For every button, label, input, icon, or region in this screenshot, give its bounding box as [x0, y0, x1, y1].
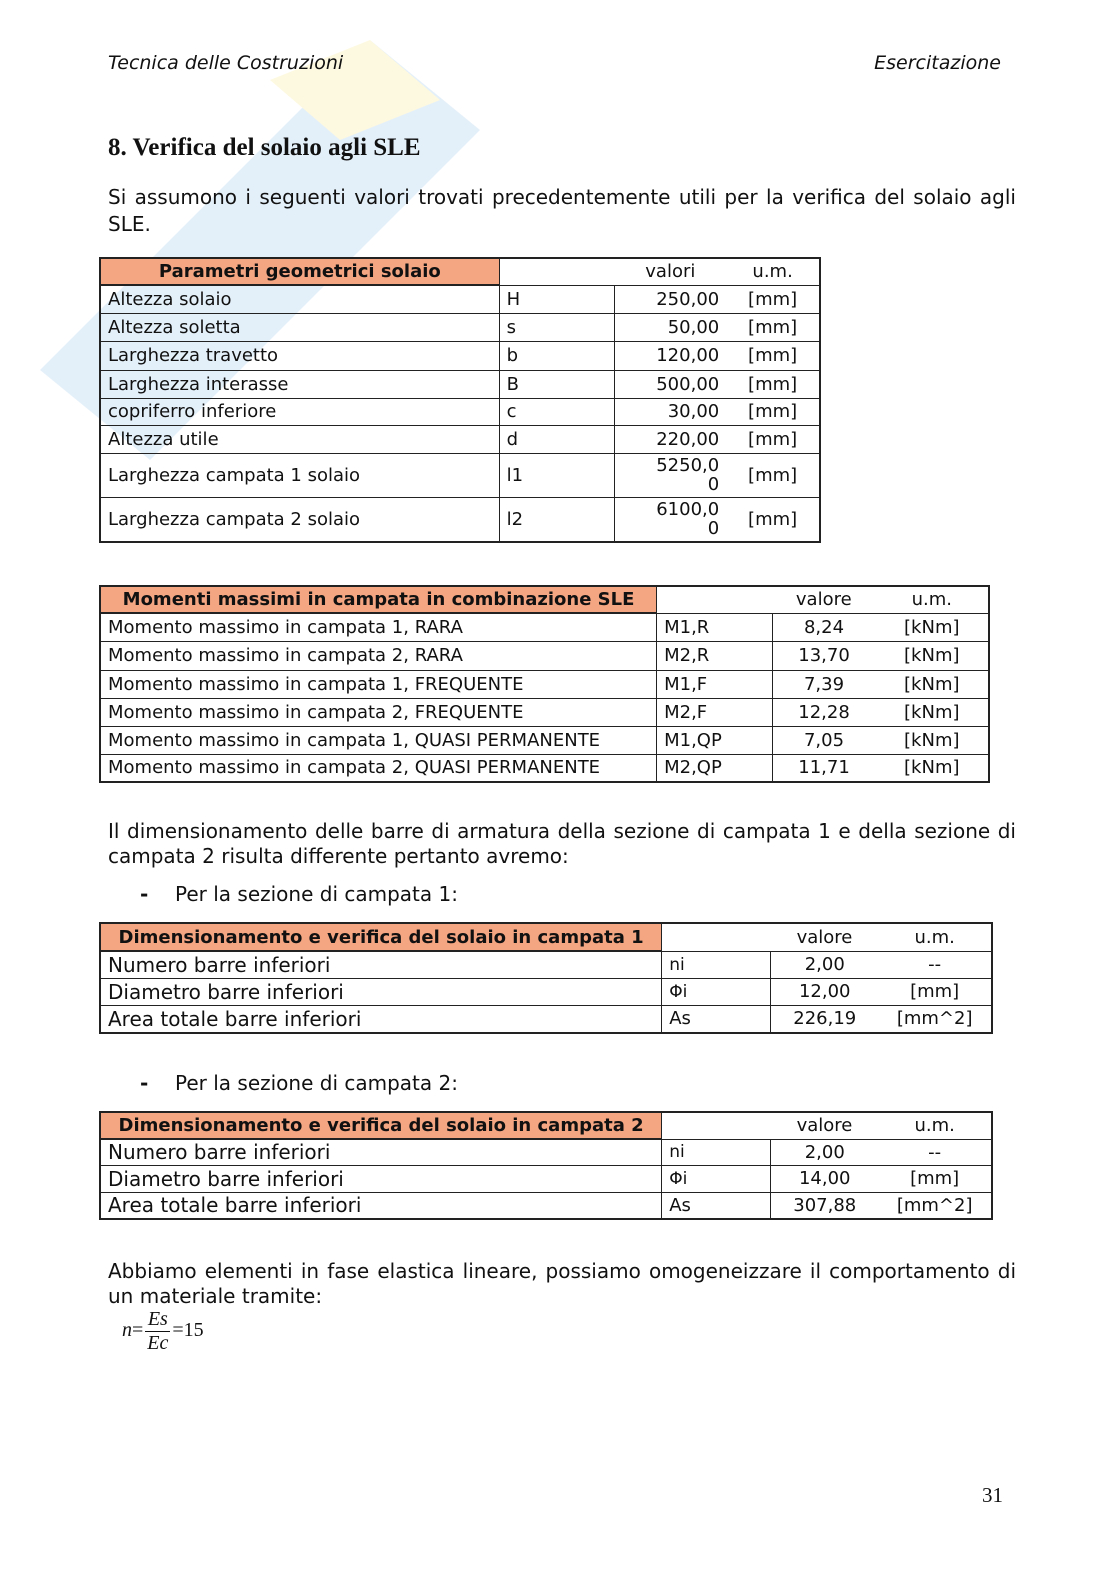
- table-row: Diametro barre inferiori Φi 14,00 [mm]: [100, 1165, 992, 1192]
- table4-col-value: valore: [771, 1112, 879, 1139]
- table1-col-value: valori: [614, 258, 726, 285]
- paragraph-dimensioning: Il dimensionamento delle barre di armatura della sezione di campata 1 e della sezione di campata 2 risulta differente pertanto avremo:: [108, 819, 1016, 868]
- formula-fraction: [145, 1308, 170, 1355]
- table-row: Larghezza travetto b 120,00 [mm]: [100, 341, 820, 370]
- formula-n: n= $\frac{Es}{Ec}$ =15: [122, 1308, 204, 1354]
- table3-col-value: valore: [771, 923, 879, 951]
- section-title: 8. Verifica del solaio agli SLE: [108, 134, 421, 161]
- table-row: Larghezza campata 2 solaio l2 6100,00 [mm]: [100, 497, 820, 542]
- table-row: copriferro inferiore c 30,00 [mm]: [100, 398, 820, 425]
- table-row: Momento massimo in campata 1, FREQUENTE M1,F 7,39 [kNm]: [100, 670, 989, 698]
- bullet-campata-2: - Per la sezione di campata 2:: [140, 1071, 458, 1095]
- formula-result: 15: [183, 1319, 204, 1342]
- table-row: Altezza solaio H 250,00 [mm]: [100, 285, 820, 313]
- table-row: Momento massimo in campata 2, RARA M2,R 13,70 [kNm]: [100, 641, 989, 670]
- table-row: Momento massimo in campata 1, RARA M1,R 8,24 [kNm]: [100, 613, 989, 641]
- intro-paragraph: Si assumono i seguenti valori trovati precedentemente utili per la verifica del solaio agli SLE.: [108, 185, 1016, 236]
- table-row: Numero barre inferiori ni 2,00 --: [100, 1139, 992, 1165]
- table-row: Larghezza campata 1 solaio l1 5250,00 [mm]: [100, 453, 820, 497]
- table-row: Momento massimo in campata 2, FREQUENTE M2,F 12,28 [kNm]: [100, 698, 989, 726]
- table-row: Momento massimo in campata 2, QUASI PERMANENTE M2,QP 11,71 [kNm]: [100, 754, 989, 782]
- page-number: 31: [982, 1483, 1003, 1507]
- table3-title: Dimensionamento e verifica del solaio in campata 1: [100, 923, 662, 951]
- header-left: Tecnica delle Costruzioni: [108, 52, 344, 74]
- table-row: Area totale barre inferiori As 226,19 [mm^2]: [100, 1005, 992, 1033]
- table4-title: Dimensionamento e verifica del solaio in campata 2: [100, 1112, 662, 1139]
- table3-col-um: u.m.: [878, 923, 992, 951]
- paragraph-elastic: Abbiamo elementi in fase elastica lineare, possiamo omogeneizzare il comportamento di un materiale tramite:: [108, 1259, 1016, 1308]
- table2-col-value: valore: [772, 586, 876, 613]
- table-row: Numero barre inferiori ni 2,00 --: [100, 951, 992, 978]
- bullet-dash: -: [140, 1071, 149, 1095]
- table2-col-um: u.m.: [876, 586, 989, 613]
- table4-col-um: u.m.: [878, 1112, 992, 1139]
- table-campata-2: [99, 1111, 993, 1220]
- header-right: Esercitazione: [874, 52, 1001, 74]
- table1-col-um: u.m.: [726, 258, 820, 285]
- table-row: Area totale barre inferiori As 307,88 [mm^2]: [100, 1192, 992, 1219]
- table-row: Diametro barre inferiori Φi 12,00 [mm]: [100, 978, 992, 1005]
- table-row: Momento massimo in campata 1, QUASI PERMANENTE M1,QP 7,05 [kNm]: [100, 726, 989, 754]
- table-campata-1: [99, 922, 993, 1034]
- formula-lhs: n: [122, 1319, 132, 1342]
- table1-title: Parametri geometrici solaio: [100, 258, 499, 285]
- table2-title: Momenti massimi in campata in combinazione SLE: [100, 586, 657, 613]
- bullet-campata-1: - Per la sezione di campata 1:: [140, 882, 458, 906]
- table-max-moments: [99, 585, 990, 783]
- formula-denominator: Ec: [147, 1332, 169, 1354]
- table-geometric-params: [99, 257, 821, 543]
- bullet-dash: -: [140, 882, 149, 906]
- table-row: Altezza soletta s 50,00 [mm]: [100, 313, 820, 341]
- table-row: Altezza utile d 220,00 [mm]: [100, 425, 820, 453]
- formula-numerator: Es: [145, 1308, 170, 1332]
- table-row: Larghezza interasse B 500,00 [mm]: [100, 370, 820, 398]
